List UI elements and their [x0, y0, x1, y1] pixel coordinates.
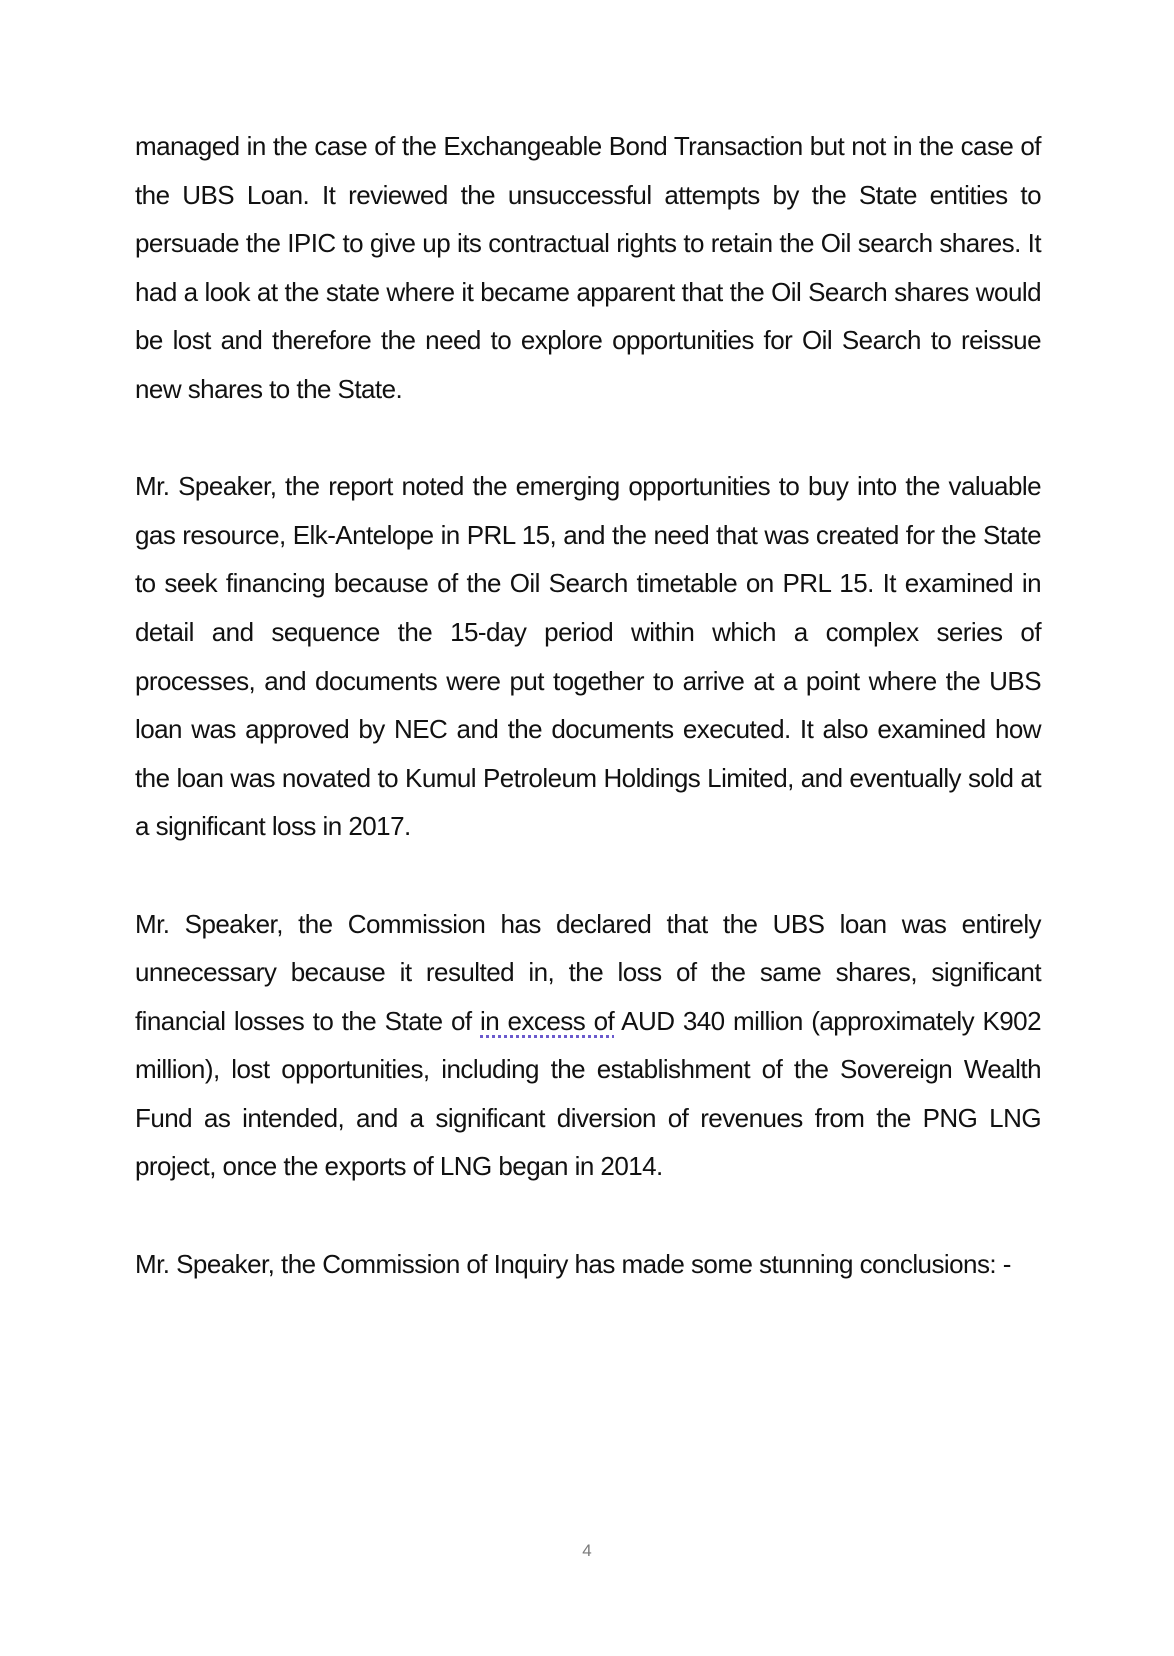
paragraph-ipic-shares: managed in the case of the Exchangeable Bond Transaction but not in the case of the UBS Loan. It reviewed the unsuccessful attempts by the State entities to persuade the IPIC to give up its contractual rights to retain the Oil search shares. It had a look at the state where it became apparent that the Oil Search shares would be lost and therefore the need to explore opportunities for Oil Search to reissue new shares to the State.	[135, 131, 1041, 404]
page-number: 4	[582, 1541, 592, 1560]
document-body	[135, 122, 1041, 1288]
paragraph-text-after-flag: AUD 340 million (approximately K902 million), lost opportunities, including the establishment of the Sovereign Wealth Fund as intended, and a significant diversion of revenues from the PNG LNG project, once the exports of LNG began in 2014.	[135, 1005, 1041, 1182]
grammar-flagged-phrase[interactable]: in excess of	[480, 1005, 615, 1036]
paragraph-ubs-loan-losses	[135, 900, 1041, 1192]
paragraph-conclusions-intro: Mr. Speaker, the Commission of Inquiry has made some stunning conclusions: -	[135, 1248, 1011, 1279]
paragraph-text-before-flag: Mr. Speaker, the Commission has declared that the UBS loan was entirely unnecessary because it resulted in, the loss of the same shares, significant financial losses to the State of	[135, 908, 1041, 1036]
paragraph-prl15-financing: Mr. Speaker, the report noted the emerging opportunities to buy into the valuable gas resource, Elk-Antelope in PRL 15, and the need that was created for the State to seek financing because of the Oil Search timetable on PRL 15. It examined in detail and sequence the 15-day period within which a complex series of processes, and documents were put together to arrive at a point where the UBS loan was approved by NEC and the documents executed. It also examined how the loan was novated to Kumul Petroleum Holdings Limited, and eventually sold at a significant loss in 2017.	[135, 471, 1041, 842]
